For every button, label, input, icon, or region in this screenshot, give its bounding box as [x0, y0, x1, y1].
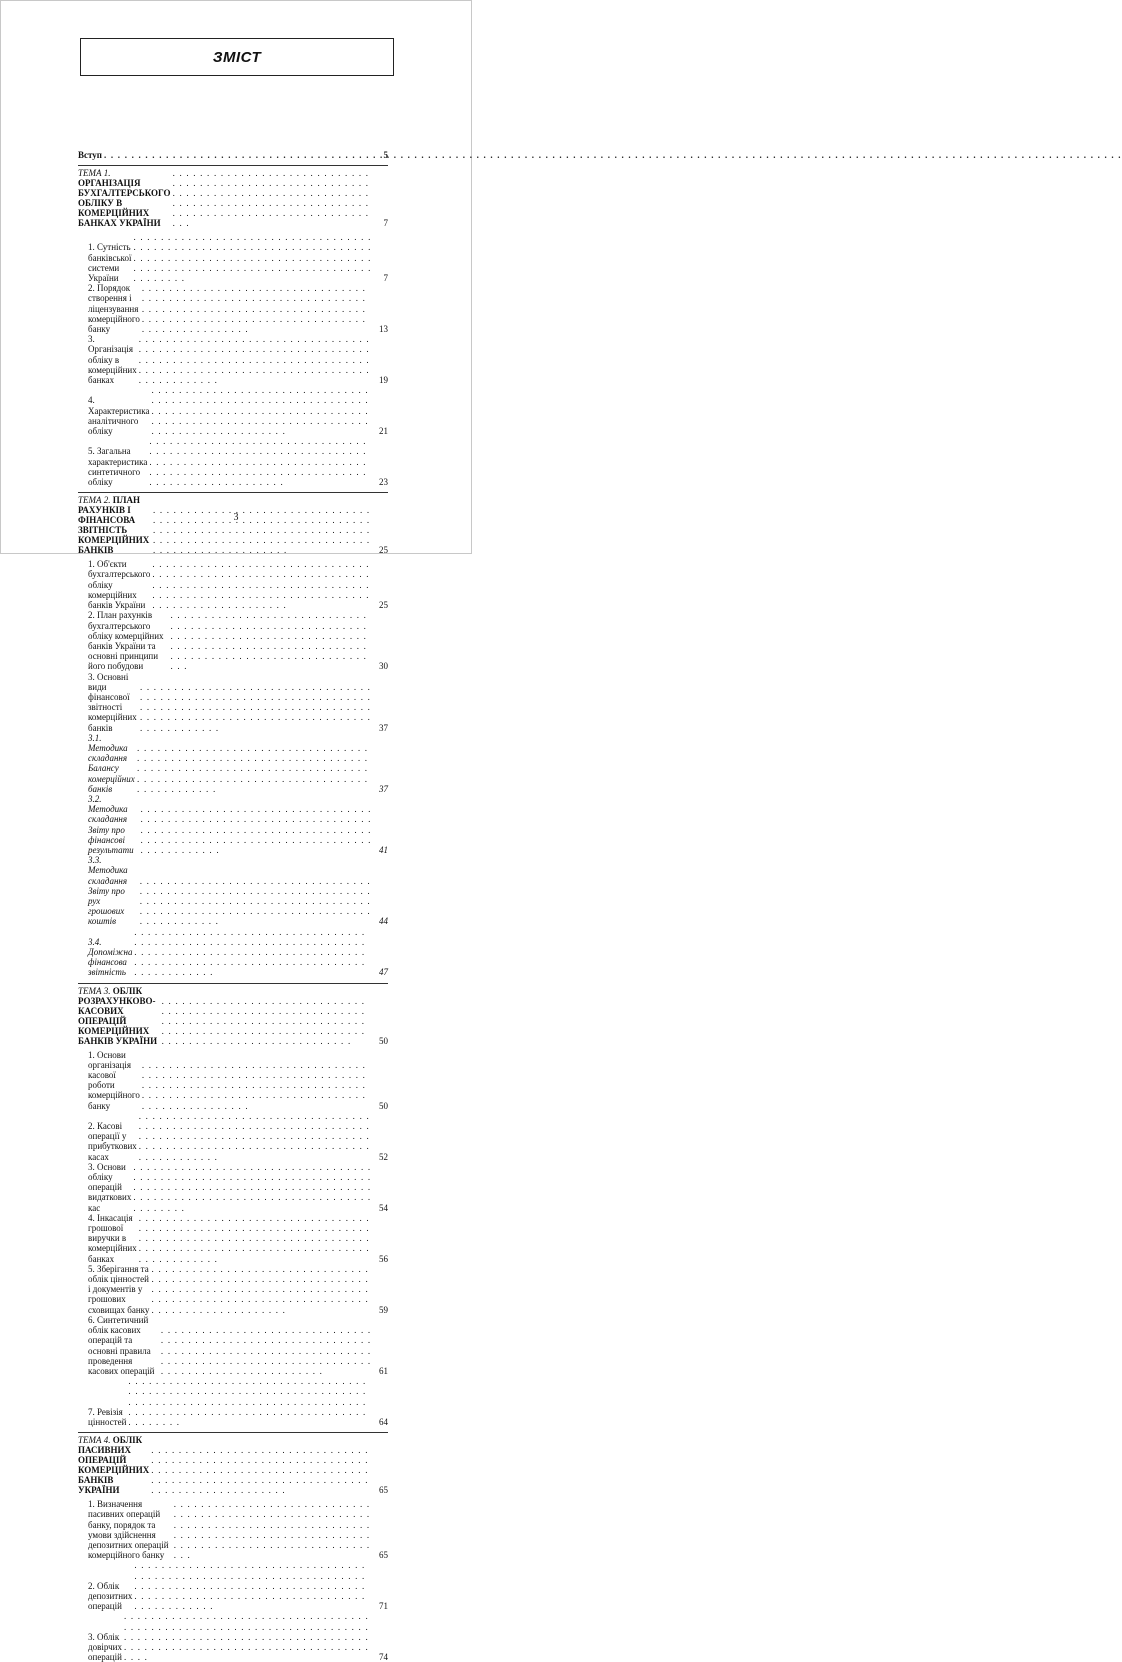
toc-topic-page: 7 — [383, 218, 388, 229]
toc-intro-page: 5 — [383, 150, 388, 160]
toc-topic-page: 50 — [379, 1035, 388, 1046]
toc-item-label: 1. Визначення пасивних операцій банку, порядок та умови здійснення депозитних операцій комерційного банку — [88, 1499, 169, 1561]
toc-item-label: 2. Порядок створення і ліцензування комерційного банку — [88, 283, 140, 335]
toc-intro[interactable] — [78, 150, 388, 160]
leader-dots — [152, 559, 372, 610]
toc-item-page: 47 — [379, 967, 388, 978]
toc-item-page: 50 — [379, 1100, 388, 1111]
toc-topic-name: ОБЛІК РОЗРАХУНКОВО-КАСОВИХ ОПЕРАЦІЙ КОМЕРЦІЙНИХ БАНКІВ УКРАЇНИ — [78, 985, 158, 1046]
toc-item-label: 1. Основи організація касової роботи комерційного банку — [88, 1049, 140, 1111]
toc-item-label: 1. Об'єкти бухгалтерського обліку комерційних банків України — [88, 559, 151, 611]
toc-item[interactable] — [78, 1560, 388, 1611]
leader-dots — [141, 804, 372, 855]
toc-item-page: 65 — [379, 1550, 388, 1561]
toc-item-page: 44 — [379, 916, 388, 927]
toc-item-page: 37 — [379, 783, 388, 794]
toc-topic-page: 25 — [379, 545, 388, 556]
toc-topic-title — [78, 1435, 149, 1495]
toc-item[interactable] — [78, 1264, 388, 1315]
toc-topic-heading[interactable] — [78, 168, 388, 228]
toc-item-page: 59 — [379, 1304, 388, 1315]
toc-topic-heading[interactable] — [78, 495, 388, 555]
toc-item[interactable] — [78, 1213, 388, 1264]
toc-topic-name: ПЛАН РАХУНКІВ І ФІНАНСОВА ЗВІТНІСТЬ КОМЕРЦІЙНИХ БАНКІВ — [78, 495, 150, 556]
toc-item-label: 3.1. Методика складання Балансу комерційних банків — [88, 732, 135, 794]
toc-item-page: 7 — [383, 273, 388, 284]
toc-topic — [78, 165, 388, 487]
page-number: 3 — [233, 512, 239, 523]
leader-dots — [170, 610, 372, 671]
leader-dots — [151, 1445, 372, 1495]
toc-topic-number: ТЕМА 2. — [78, 495, 111, 506]
toc-topic-page: 65 — [379, 1485, 388, 1496]
toc-item-page: 74 — [379, 1652, 388, 1662]
toc-intro-label: Вступ — [78, 150, 102, 160]
leader-dots — [139, 1213, 372, 1264]
leader-dots — [139, 1111, 372, 1162]
toc-item-label: 3. Організація обліку в комерційних банках — [88, 334, 137, 386]
leader-dots — [151, 385, 372, 436]
leader-dots — [161, 1325, 372, 1376]
toc-item-label: 3.4. Допоміжна фінансова звітність — [88, 936, 133, 978]
toc-item[interactable] — [78, 232, 388, 283]
toc-item-label: 2. Касові операції у прибуткових касах — [88, 1121, 137, 1162]
toc-topics — [78, 165, 388, 1662]
toc-item-page: 54 — [379, 1202, 388, 1213]
toc-topic-title — [78, 495, 151, 555]
toc-item[interactable] — [78, 927, 388, 978]
leader-dots — [174, 1499, 372, 1560]
toc-item-page: 56 — [379, 1253, 388, 1264]
toc-item-label: 2. Облік депозитних операцій — [88, 1580, 133, 1612]
toc-item[interactable] — [78, 1162, 388, 1213]
title-box — [80, 38, 394, 76]
toc-item[interactable] — [78, 610, 388, 671]
toc-item[interactable] — [78, 1611, 388, 1662]
leader-dots — [162, 996, 372, 1046]
toc-item[interactable] — [78, 855, 388, 926]
toc-item-page: 19 — [379, 375, 388, 386]
toc-item[interactable] — [78, 436, 388, 487]
toc-topic — [78, 492, 388, 977]
toc-topic — [78, 1432, 388, 1662]
toc-item[interactable] — [78, 672, 388, 733]
toc-item-label: 3. Основи обліку операцій видаткових кас — [88, 1161, 132, 1213]
table-of-contents — [78, 150, 388, 1662]
toc-item[interactable] — [78, 733, 388, 794]
leader-dots — [142, 283, 372, 334]
leader-dots — [134, 927, 372, 978]
toc-item-label: 4. Характеристика аналітичного обліку — [88, 395, 150, 437]
toc-topic-number: ТЕМА 4. — [78, 1435, 111, 1446]
toc-topic-number: ТЕМА 3. — [78, 985, 111, 996]
leader-dots — [140, 876, 372, 927]
toc-item-page: 41 — [379, 844, 388, 855]
toc-item-page: 25 — [379, 600, 388, 611]
toc-item-label: 5. Зберігання та облік цінностей і документів у грошових сховищах банку — [88, 1263, 150, 1315]
toc-item-label: 4. Інкасація грошової виручки в комерційних банках — [88, 1212, 137, 1264]
toc-topic-title — [78, 986, 160, 1046]
toc-item-page: 13 — [379, 324, 388, 335]
leader-dots — [133, 232, 372, 283]
toc-topic — [78, 983, 388, 1428]
toc-item-label: 3.2. Методика складання Звіту про фінансові результати — [88, 793, 134, 855]
toc-item[interactable] — [78, 1376, 388, 1427]
toc-topic-number: ТЕМА 1. — [78, 168, 111, 179]
toc-item-label: 7. Ревізія цінностей — [88, 1406, 127, 1427]
toc-item-page: 23 — [379, 477, 388, 488]
leader-dots — [152, 1264, 372, 1315]
leader-dots — [133, 1162, 372, 1213]
toc-item[interactable] — [78, 1315, 388, 1376]
toc-item-page: 61 — [379, 1365, 388, 1376]
toc-item-label: 3.3. Методика складання Звіту про рух грошових коштів — [88, 855, 128, 927]
toc-item[interactable] — [78, 334, 388, 385]
toc-item-page: 71 — [379, 1601, 388, 1612]
leader-dots — [137, 743, 372, 794]
leader-dots — [139, 334, 372, 385]
toc-item-page: 52 — [379, 1151, 388, 1162]
toc-item-page: 21 — [379, 426, 388, 437]
leader-dots — [104, 150, 372, 160]
toc-item-label: 6. Синтетичний облік касових операцій та основні правила проведення касових операцій — [88, 1314, 155, 1376]
leader-dots — [173, 168, 372, 228]
toc-item-label: 1. Сутність банківської системи України — [88, 242, 132, 284]
toc-item[interactable] — [78, 559, 388, 610]
toc-item-label: 5. Загальна характеристика синтетичного обліку — [88, 446, 148, 488]
leader-dots — [140, 682, 372, 733]
toc-item[interactable] — [78, 283, 388, 334]
toc-item-label: 2. План рахунків бухгалтерського обліку комерційних банків України та основні принципи його побудови — [88, 610, 164, 672]
toc-topic-title — [78, 168, 171, 228]
toc-item-label: 3. Облік довірчих операцій — [88, 1631, 122, 1662]
toc-topic-name: ОРГАНІЗАЦІЯ БУХГАЛТЕРСЬКОГО ОБЛІКУ В КОМЕРЦІЙНИХ БАНКАХ УКРАЇНИ — [78, 178, 171, 229]
toc-topic-heading[interactable] — [78, 986, 388, 1046]
toc-item-page: 64 — [379, 1416, 388, 1427]
leader-dots — [142, 1060, 372, 1111]
leader-dots — [124, 1611, 372, 1662]
toc-item-label: 3. Основні види фінансової звітності комерційних банків — [88, 671, 137, 733]
leader-dots — [149, 436, 372, 487]
toc-item[interactable] — [78, 1499, 388, 1560]
page-title: ЗМІСТ — [212, 48, 262, 66]
leader-dots — [128, 1376, 372, 1427]
toc-item[interactable] — [78, 794, 388, 855]
toc-item[interactable] — [78, 1111, 388, 1162]
toc-item[interactable] — [78, 1050, 388, 1111]
toc-item-page: 37 — [379, 722, 388, 733]
leader-dots — [134, 1560, 372, 1611]
toc-topic-heading[interactable] — [78, 1435, 388, 1495]
toc-item-page: 30 — [379, 661, 388, 672]
toc-item[interactable] — [78, 385, 388, 436]
toc-topic-name: ОБЛІК ПАСИВНИХ ОПЕРАЦІЙ КОМЕРЦІЙНИХ БАНКІВ УКРАЇНИ — [78, 1435, 150, 1496]
